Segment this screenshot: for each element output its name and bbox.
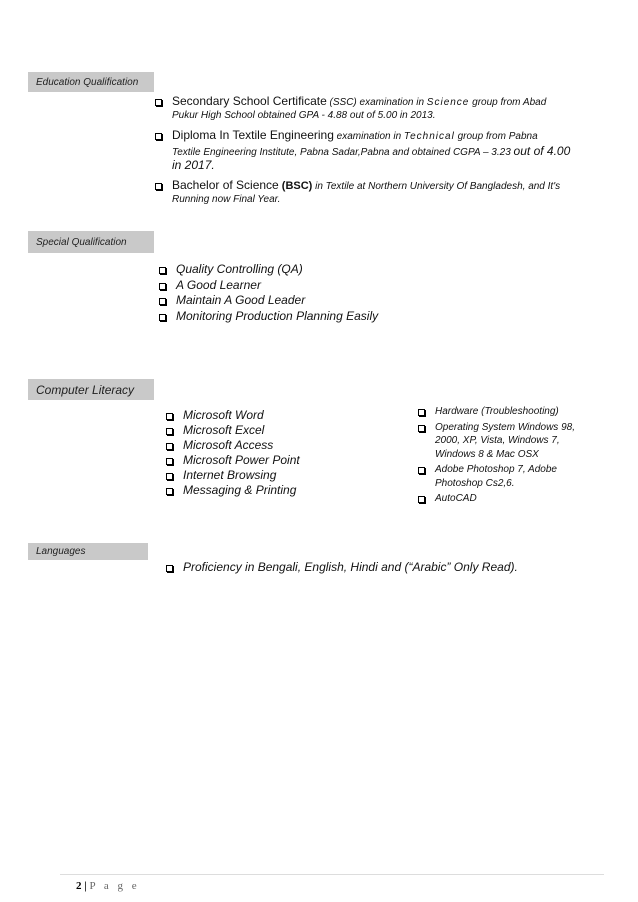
education-item-bsc bbox=[155, 178, 595, 208]
diploma-from: group from Pabna bbox=[454, 131, 538, 142]
education-header-text: Education Qualification bbox=[36, 76, 139, 88]
bsc-university: in Textile at Northern University Of Bangladesh, and It's bbox=[312, 181, 561, 192]
checkbox-bullet-icon bbox=[166, 413, 173, 420]
checkbox-bullet-icon bbox=[159, 283, 166, 290]
skill-item-autocad: AutoCAD bbox=[418, 492, 598, 506]
ssc-title: Secondary School Certificate bbox=[172, 94, 327, 108]
computer-header-text: Computer Literacy bbox=[36, 382, 135, 397]
special-item: Maintain A Good Leader bbox=[159, 293, 378, 309]
special-item: Quality Controlling (QA) bbox=[159, 262, 378, 278]
checkbox-bullet-icon bbox=[418, 496, 425, 503]
diploma-details: Textile Engineering Institute, Pabna Sadar,Pabna and obtained CGPA – 3.23 bbox=[172, 147, 514, 158]
page-label: P a g e bbox=[89, 880, 140, 892]
software-item: Messaging & Printing bbox=[166, 483, 300, 498]
page-number: 2 bbox=[76, 880, 82, 892]
software-item: Microsoft Power Point bbox=[166, 453, 300, 468]
checkbox-bullet-icon bbox=[166, 443, 173, 450]
checkbox-bullet-icon bbox=[155, 133, 162, 140]
checkbox-bullet-icon bbox=[159, 267, 166, 274]
checkbox-bullet-icon bbox=[159, 298, 166, 305]
diploma-exam: examination in bbox=[333, 131, 404, 142]
checkbox-bullet-icon bbox=[166, 473, 173, 480]
checkbox-bullet-icon bbox=[155, 183, 162, 190]
special-section-header bbox=[28, 231, 154, 253]
ssc-details: Pukur High School obtained GPA - 4.88 out of 5.00 in 2013. bbox=[172, 110, 436, 121]
checkbox-bullet-icon bbox=[166, 428, 173, 435]
diploma-cgpa-scale: out of 4.00 bbox=[513, 144, 571, 158]
checkbox-bullet-icon bbox=[155, 99, 162, 106]
computer-list-left bbox=[166, 408, 300, 498]
languages-header-text: Languages bbox=[36, 546, 86, 557]
special-item: Monitoring Production Planning Easily bbox=[159, 309, 378, 325]
software-item: Microsoft Excel bbox=[166, 423, 300, 438]
software-item: Microsoft Word bbox=[166, 408, 300, 423]
special-item: A Good Learner bbox=[159, 278, 378, 294]
checkbox-bullet-icon bbox=[159, 314, 166, 321]
skill-item-hardware: Hardware (Troubleshooting) bbox=[418, 405, 598, 419]
education-list bbox=[155, 94, 595, 208]
bsc-abbrev: (BSC) bbox=[278, 180, 313, 192]
page-footer bbox=[76, 880, 140, 892]
footer-divider bbox=[60, 874, 604, 875]
checkbox-bullet-icon bbox=[418, 467, 425, 474]
computer-section-header bbox=[28, 379, 154, 400]
checkbox-bullet-icon bbox=[166, 458, 173, 465]
languages-section-header bbox=[28, 543, 148, 560]
bsc-status: Running now Final Year. bbox=[172, 194, 281, 205]
ssc-from: group from Abad bbox=[469, 97, 547, 108]
ssc-exam: (SSC) examination in bbox=[326, 97, 427, 108]
bsc-title: Bachelor of Science bbox=[172, 178, 279, 192]
ssc-group: Science bbox=[426, 97, 470, 108]
checkbox-bullet-icon bbox=[418, 409, 425, 416]
special-list bbox=[159, 262, 378, 324]
checkbox-bullet-icon bbox=[418, 425, 425, 432]
diploma-group: Technical bbox=[403, 131, 455, 142]
diploma-year: in 2017. bbox=[172, 158, 215, 172]
language-item: Proficiency in Bengali, English, Hindi and (“Arabic” Only Read). bbox=[166, 560, 518, 574]
skill-item-os: Operating System Windows 98, 2000, XP, Vista, Windows 7, Windows 8 & Mac OSX bbox=[418, 421, 598, 462]
checkbox-bullet-icon bbox=[166, 488, 173, 495]
software-item: Microsoft Access bbox=[166, 438, 300, 453]
special-header-text: Special Qualification bbox=[36, 236, 127, 248]
education-item-diploma bbox=[155, 128, 595, 178]
checkbox-bullet-icon bbox=[166, 565, 173, 572]
page-separator: | bbox=[81, 880, 90, 892]
computer-list-right bbox=[418, 405, 598, 506]
languages-list bbox=[166, 560, 518, 574]
skill-item-photoshop: Adobe Photoshop 7, Adobe Photoshop Cs2,6. bbox=[418, 463, 598, 490]
software-item: Internet Browsing bbox=[166, 468, 300, 483]
education-item-ssc bbox=[155, 94, 595, 128]
education-section-header bbox=[28, 72, 154, 92]
diploma-title: Diploma In Textile Engineering bbox=[172, 128, 334, 142]
